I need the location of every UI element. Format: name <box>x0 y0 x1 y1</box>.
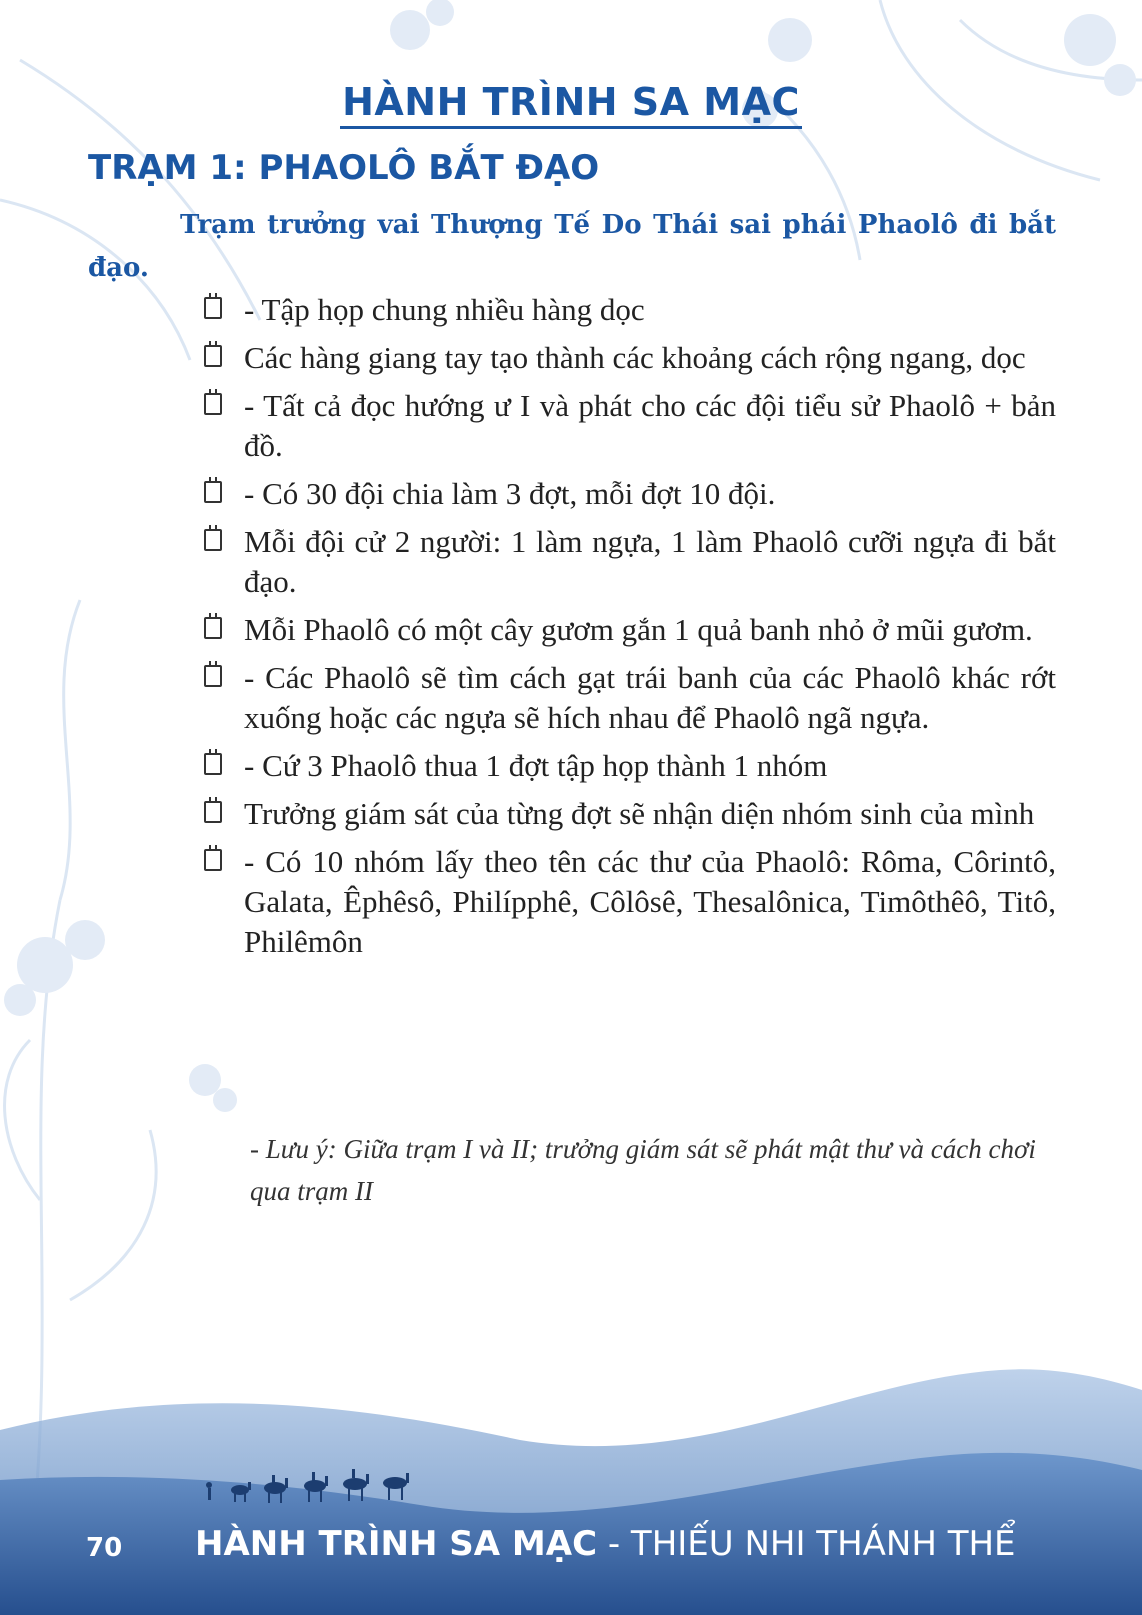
checklist-item <box>200 290 1056 330</box>
checklist-item <box>200 474 1056 514</box>
checklist-item-text: - Tập họp chung nhiều hàng dọc <box>244 292 645 327</box>
checklist-item <box>200 842 1056 962</box>
checkbox-icon <box>204 617 222 639</box>
checklist-item <box>200 386 1056 466</box>
checkbox-icon <box>204 849 222 871</box>
intro-paragraph: Trạm trưởng vai Thượng Tế Do Thái sai phái Phaolô đi bắt đạo. <box>88 210 1056 283</box>
checklist-item-text: - Các Phaolô sẽ tìm cách gạt trái banh của các Phaolô khác rớt xuống hoặc các ngựa sẽ hích nhau để Phaolô ngã ngựa. <box>244 660 1056 735</box>
checklist-item-text: - Có 30 đội chia làm 3 đợt, mỗi đợt 10 đội. <box>244 476 776 511</box>
checklist <box>200 290 1056 970</box>
footer-title-separator: - <box>597 1524 631 1564</box>
checkbox-icon <box>204 481 222 503</box>
note-text: - Lưu ý: Giữa trạm I và II; trưởng giám sát sẽ phát mật thư và cách chơi qua trạm II <box>250 1134 1036 1206</box>
checklist-item <box>200 658 1056 738</box>
checklist-item-text: Mỗi đội cử 2 người: 1 làm ngựa, 1 làm Phaolô cưỡi ngựa đi bắt đạo. <box>244 524 1056 599</box>
checkbox-icon <box>204 297 222 319</box>
checkbox-icon <box>204 801 222 823</box>
checklist-item-text: Các hàng giang tay tạo thành các khoảng cách rộng ngang, dọc <box>244 340 1026 375</box>
checklist-item <box>200 338 1056 378</box>
footer-title-sub: THIẾU NHI THÁNH THỂ <box>630 1524 1016 1564</box>
checklist-item <box>200 522 1056 602</box>
checklist-item-text: Mỗi Phaolô có một cây gươm gắn 1 quả banh nhỏ ở mũi gươm. <box>244 612 1033 647</box>
checkbox-icon <box>204 665 222 687</box>
checkbox-icon <box>204 345 222 367</box>
footer-title <box>195 1524 1016 1564</box>
checklist-item <box>200 794 1056 834</box>
footer-title-main: HÀNH TRÌNH SA MẠC <box>195 1524 598 1564</box>
checkbox-icon <box>204 529 222 551</box>
checklist-item <box>200 746 1056 786</box>
checkbox-icon <box>204 393 222 415</box>
checklist-item-text: Trưởng giám sát của từng đợt sẽ nhận diện nhóm sinh của mình <box>244 796 1035 831</box>
checklist-item <box>200 610 1056 650</box>
page-title <box>0 80 1142 124</box>
page-number: 70 <box>86 1533 123 1563</box>
checklist-item-text: - Cứ 3 Phaolô thua 1 đợt tập họp thành 1 nhóm <box>244 748 828 783</box>
checklist-item-text: - Tất cả đọc hướng ư I và phát cho các đội tiểu sử Phaolô + bản đồ. <box>244 388 1056 463</box>
checklist-item-text: - Có 10 nhóm lấy theo tên các thư của Phaolô: Rôma, Côrintô, Galata, Êphêsô, Philípphê, Côlôsê, Thesalônica, Timôthêô, Titô, Philêmôn <box>244 844 1056 959</box>
station-heading: TRẠM 1: PHAOLÔ BẮT ĐẠO <box>88 148 600 188</box>
checkbox-icon <box>204 753 222 775</box>
page-title-text: HÀNH TRÌNH SA MẠC <box>340 80 802 129</box>
